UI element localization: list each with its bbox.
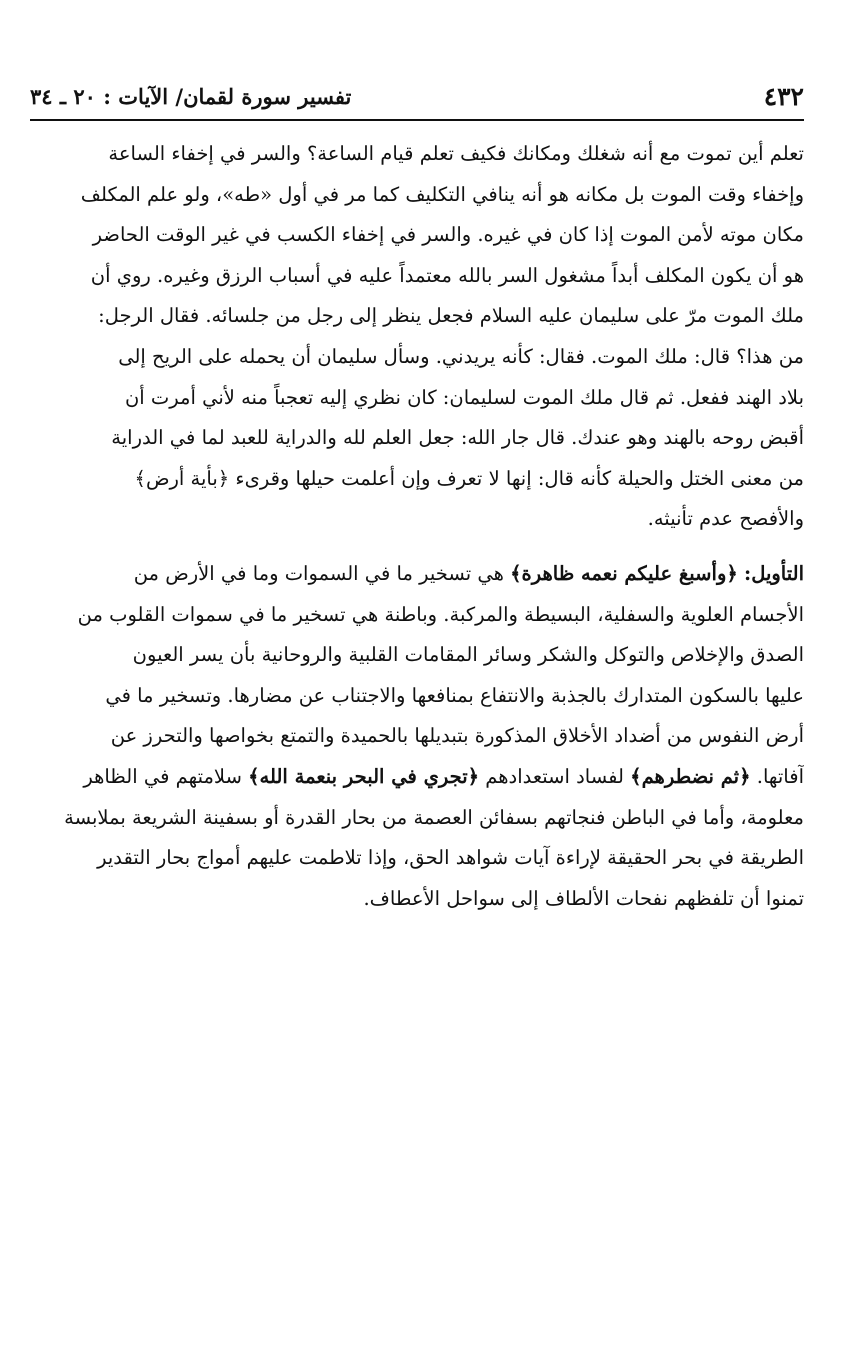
paragraph-tafsir [30,134,804,540]
text-line: الصدق والإخلاص والتوكل والشكر وسائر المقامات القلبية والروحانية بأن يسر العيون [132,643,804,667]
page-header [30,76,804,116]
text-segment: لفساد استعدادهم [485,764,624,788]
text-line: بلاد الهند ففعل. ثم قال ملك الموت لسليمان: كان نظري إليه تعجباً منه لأني أمرت أن [124,385,804,409]
text-line: من معنى الختل والحيلة كأنه قال: إنها لا تعرف وإن أعلمت حيلها وقرىء ﴿بأية أرض﴾ [134,466,804,490]
text-line [30,554,804,595]
text-line: أقبض روحه بالهند وهو عندك. قال جار الله: جعل العلم لله والدراية للعبد لما في الدراية [111,426,804,450]
text-segment: سلامتهم في الظاهر [83,764,242,788]
text-line: ملك الموت مرّ على سليمان عليه السلام فجعل ينظر إلى رجل من جلسائه. فقال الرجل: [98,304,804,328]
text-line: الأجسام العلوية والسفلية، البسيطة والمركبة. وباطنة هي تسخير ما في سموات القلوب من [77,602,804,626]
text-segment: آفاتها. [756,764,804,788]
tawil-label: التأويل: [744,562,804,585]
text-line [30,757,804,798]
text-line: من هذا؟ قال: ملك الموت. فقال: كأنه يريدني. وسأل سليمان أن يحمله على الريح إلى [118,344,804,368]
text-line: هو أن يكون المكلف أبداً مشغول السر بالله معتمداً عليه في أسباب الرزق وغيره. روي أن [90,263,804,287]
text-line: وإخفاء وقت الموت بل مكانه هو أنه ينافي التكليف كما مر في أول «طه»، ولو علم المكلف [80,182,804,206]
text-line: عليها بالسكون المتدارك بالجذبة والانتفاع بمنافعها والاجتناب عن مضارها. وتسخير ما في [105,683,804,707]
page-number: ٤٣٢ [763,81,804,111]
text-segment: هي تسخير ما في السموات وما في الأرض من [133,562,504,585]
running-title: تفسير سورة لقمان/ الآيات : ٢٠ ـ ٣٤ [30,83,352,109]
quran-quote: ﴿وأسبغ عليكم نعمه ظاهرة﴾ [510,562,738,585]
text-line: تمنوا أن تلفظهم نفحات الألطاف إلى سواحل الأعطاف. [363,886,804,910]
text-line: مكان موته لأمن الموت إذا كان في غيره. والسر في إخفاء الكسب في غير الوقت الحاضر [92,223,804,247]
quran-quote: ﴿تجري في البحر بنعمة الله﴾ [248,764,480,788]
text-line: الطريقة في بحر الحقيقة لإراءة آيات شواهد الحق، وإذا تلاطمت عليهم أمواج بحار التقدير [97,846,804,870]
header-rule [30,119,804,121]
text-line: أرض النفوس من أضداد الأخلاق المذكورة بتبديلها بالحميدة والتمتع بخواصها والتحرز عن [110,724,804,748]
text-line: تعلم أين تموت مع أنه شغلك ومكانك فكيف تعلم قيام الساعة؟ والسر في إخفاء الساعة [108,142,804,165]
text-line: معلومة، وأما في الباطن فنجاتهم بسفائن العصمة من بحار القدرة أو بسفينة الشريعة بملابسة [64,805,804,829]
quran-quote: ﴿ثم نضطرهم﴾ [630,764,751,788]
text-line: والأفصح عدم تأنيثه. [647,507,804,531]
paragraph-tawil [30,554,804,919]
